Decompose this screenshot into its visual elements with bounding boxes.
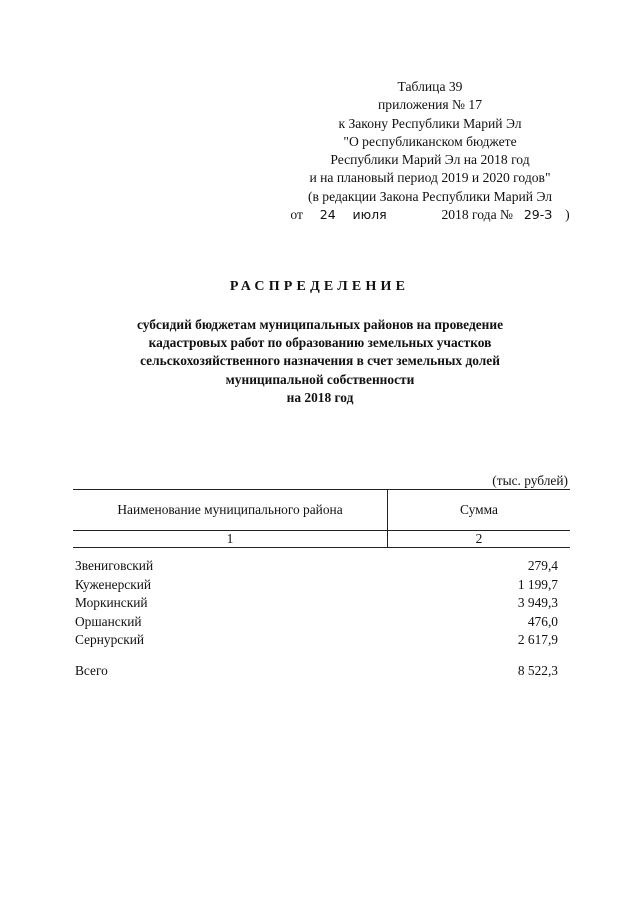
- district-name: Оршанский: [75, 613, 142, 629]
- column-number-1: 1: [73, 531, 388, 547]
- date-suffix: 2018 года №: [441, 207, 513, 223]
- annex-line: Таблица 39: [397, 79, 463, 94]
- total-label: Всего: [75, 662, 108, 678]
- annex-reference: [280, 78, 580, 224]
- date-prefix: от: [290, 207, 303, 223]
- date-close: ): [565, 207, 570, 223]
- table-row: [75, 613, 558, 632]
- district-name: Звениговский: [75, 558, 154, 573]
- table-row: [75, 631, 558, 650]
- district-amount: 3 949,3: [517, 595, 558, 610]
- units-label: (тыс. рублей): [492, 473, 568, 488]
- district-name: Моркинский: [75, 595, 148, 610]
- amendment-date-line: [280, 206, 580, 224]
- header-district-name: Наименование муниципального района: [73, 490, 388, 530]
- annex-line: и на плановый период 2019 и 2020 годов": [309, 170, 551, 186]
- annex-line: (в редакции Закона Республики Марий Эл: [307, 188, 553, 204]
- subtitle-line: сельскохозяйственного назначения в счет земельных долей: [140, 353, 500, 369]
- distribution-table-header: [73, 489, 570, 548]
- district-name: Куженерский: [75, 576, 152, 592]
- table-header-row: [73, 490, 570, 530]
- total-amount: 8 522,3: [517, 662, 558, 678]
- subtitle-line: на 2018 год: [286, 389, 354, 405]
- subtitle-line: кадастровых работ по образованию земельных участков: [148, 335, 492, 351]
- distribution-table-body: [75, 557, 558, 680]
- district-amount: 1 199,7: [517, 576, 558, 592]
- district-amount: 476,0: [527, 613, 558, 629]
- annex-line: к Закону Республики Марий Эл: [338, 115, 522, 131]
- district-amount: 2 617,9: [517, 632, 558, 647]
- column-number-row: [73, 531, 570, 547]
- annex-line: приложения № 17: [378, 97, 482, 113]
- column-number-2: 2: [475, 531, 483, 546]
- table-row: [75, 576, 558, 595]
- table-row: [75, 557, 558, 576]
- subtitle-line: муниципальной собственности: [225, 371, 415, 387]
- document-title: РАСПРЕДЕЛЕНИЕ: [229, 279, 410, 294]
- total-row: [75, 662, 558, 681]
- district-amount: 279,4: [527, 558, 558, 573]
- date-month: июля: [352, 207, 387, 223]
- document-subtitle: [70, 316, 570, 407]
- date-day: 24: [319, 207, 336, 223]
- subtitle-line: субсидий бюджетам муниципальных районов на проведение: [136, 317, 504, 332]
- district-name: Сернурский: [75, 632, 145, 647]
- header-amount: Сумма: [460, 502, 498, 517]
- annex-line: "О республиканском бюджете: [343, 133, 517, 149]
- doc-number: 29-З: [523, 207, 553, 223]
- annex-line: Республики Марий Эл на 2018 год: [330, 152, 530, 168]
- table-row: [75, 594, 558, 613]
- table-numbers-rule: [73, 547, 570, 548]
